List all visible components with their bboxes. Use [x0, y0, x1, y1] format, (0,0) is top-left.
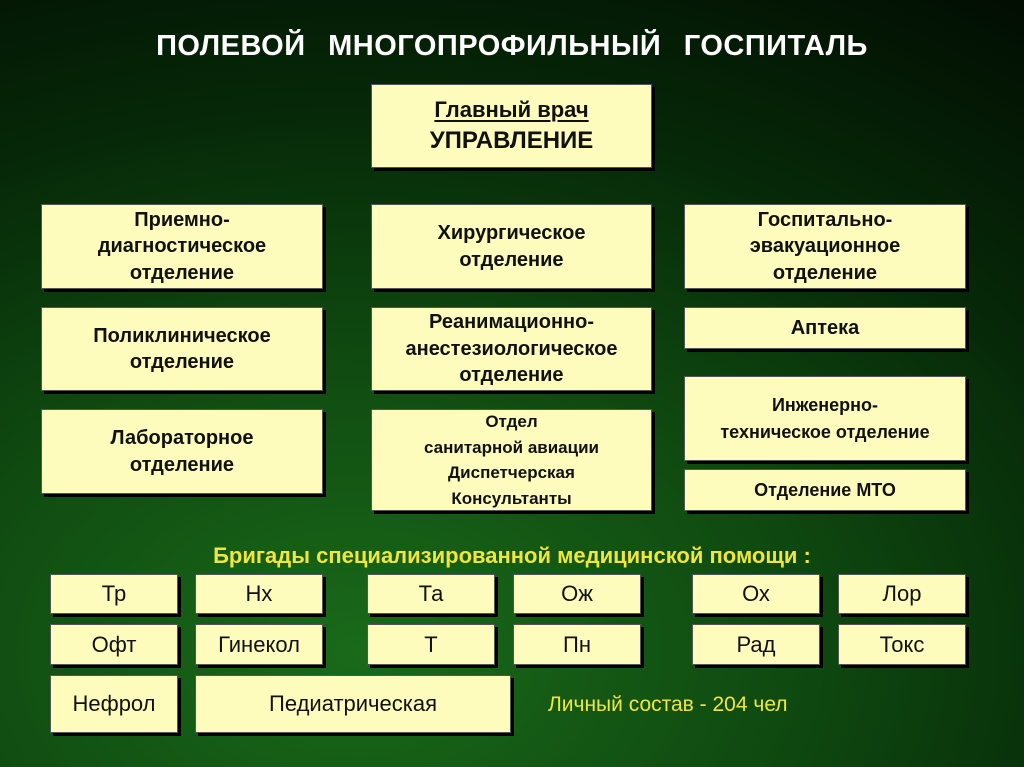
- dept-line: Госпитально-: [757, 208, 893, 231]
- dept-line: отделение: [459, 364, 564, 387]
- dept-line: отделение: [129, 351, 235, 373]
- brigades-heading: Бригады специализированной медицинской помощи :: [213, 543, 811, 568]
- dept-reception-diagnostic: [41, 204, 323, 289]
- chief-title: Главный врач: [434, 97, 589, 123]
- brigade-item: Лор: [838, 574, 966, 614]
- dept-line: отделение: [129, 261, 235, 284]
- management-label: УПРАВЛЕНИЕ: [429, 126, 594, 154]
- dept-engineering: [684, 376, 966, 461]
- brigade-item: Нх: [195, 574, 323, 614]
- brigade-item: Офт: [50, 624, 178, 665]
- brigade-item: Рад: [692, 624, 820, 665]
- dept-line: отделение: [459, 248, 564, 271]
- dept-line: диагностическое: [97, 235, 267, 258]
- brigade-item: Гинекол: [195, 624, 323, 665]
- dept-line: эвакуационное: [749, 235, 901, 258]
- dept-laboratory: [41, 409, 323, 494]
- dept-line: Консультанты: [451, 488, 572, 508]
- dept-mto: [684, 469, 966, 511]
- dept-line: Хирургическое: [437, 222, 586, 245]
- dept-line: анестезиологическое: [405, 337, 618, 360]
- brigade-item: Педиатрическая: [195, 675, 511, 733]
- page-title: ПОЛЕВОЙ МНОГОПРОФИЛЬНЫЙ ГОСПИТАЛЬ: [156, 30, 868, 62]
- dept-line: Реанимационно-: [429, 311, 594, 334]
- dept-line: отделение: [129, 453, 235, 476]
- dept-line: Приемно-: [134, 208, 230, 231]
- dept-line: Поликлиническое: [93, 324, 271, 347]
- chief-box: [371, 84, 652, 168]
- dept-line: санитарной авиации: [424, 437, 599, 457]
- dept-line: Диспетчерская: [448, 463, 575, 482]
- brigade-item: Токс: [838, 624, 966, 665]
- dept-line: отделение: [772, 261, 878, 284]
- dept-line: Отделение МТО: [754, 479, 896, 500]
- brigade-item: Та: [367, 574, 495, 614]
- brigade-item: Ож: [513, 574, 641, 614]
- dept-surgical: [371, 204, 652, 289]
- dept-evacuation: [684, 204, 966, 289]
- dept-sanitary-aviation: [371, 409, 652, 511]
- dept-line: техническое отделение: [720, 421, 930, 442]
- dept-anesthesiology: [371, 307, 652, 391]
- dept-line: Лабораторное: [110, 427, 254, 450]
- brigade-item: Ох: [692, 574, 820, 614]
- dept-line: Отдел: [485, 412, 538, 431]
- dept-polyclinic: [41, 307, 323, 391]
- dept-line: Аптека: [790, 316, 860, 339]
- staff-count: Личный состав - 204 чел: [548, 693, 788, 716]
- dept-pharmacy: [684, 307, 966, 349]
- brigade-item: Пн: [513, 624, 641, 665]
- dept-line: Инженерно-: [771, 394, 879, 415]
- brigade-item: Т: [367, 624, 495, 665]
- brigade-item: Нефрол: [50, 675, 178, 733]
- brigade-item: Тр: [50, 574, 178, 614]
